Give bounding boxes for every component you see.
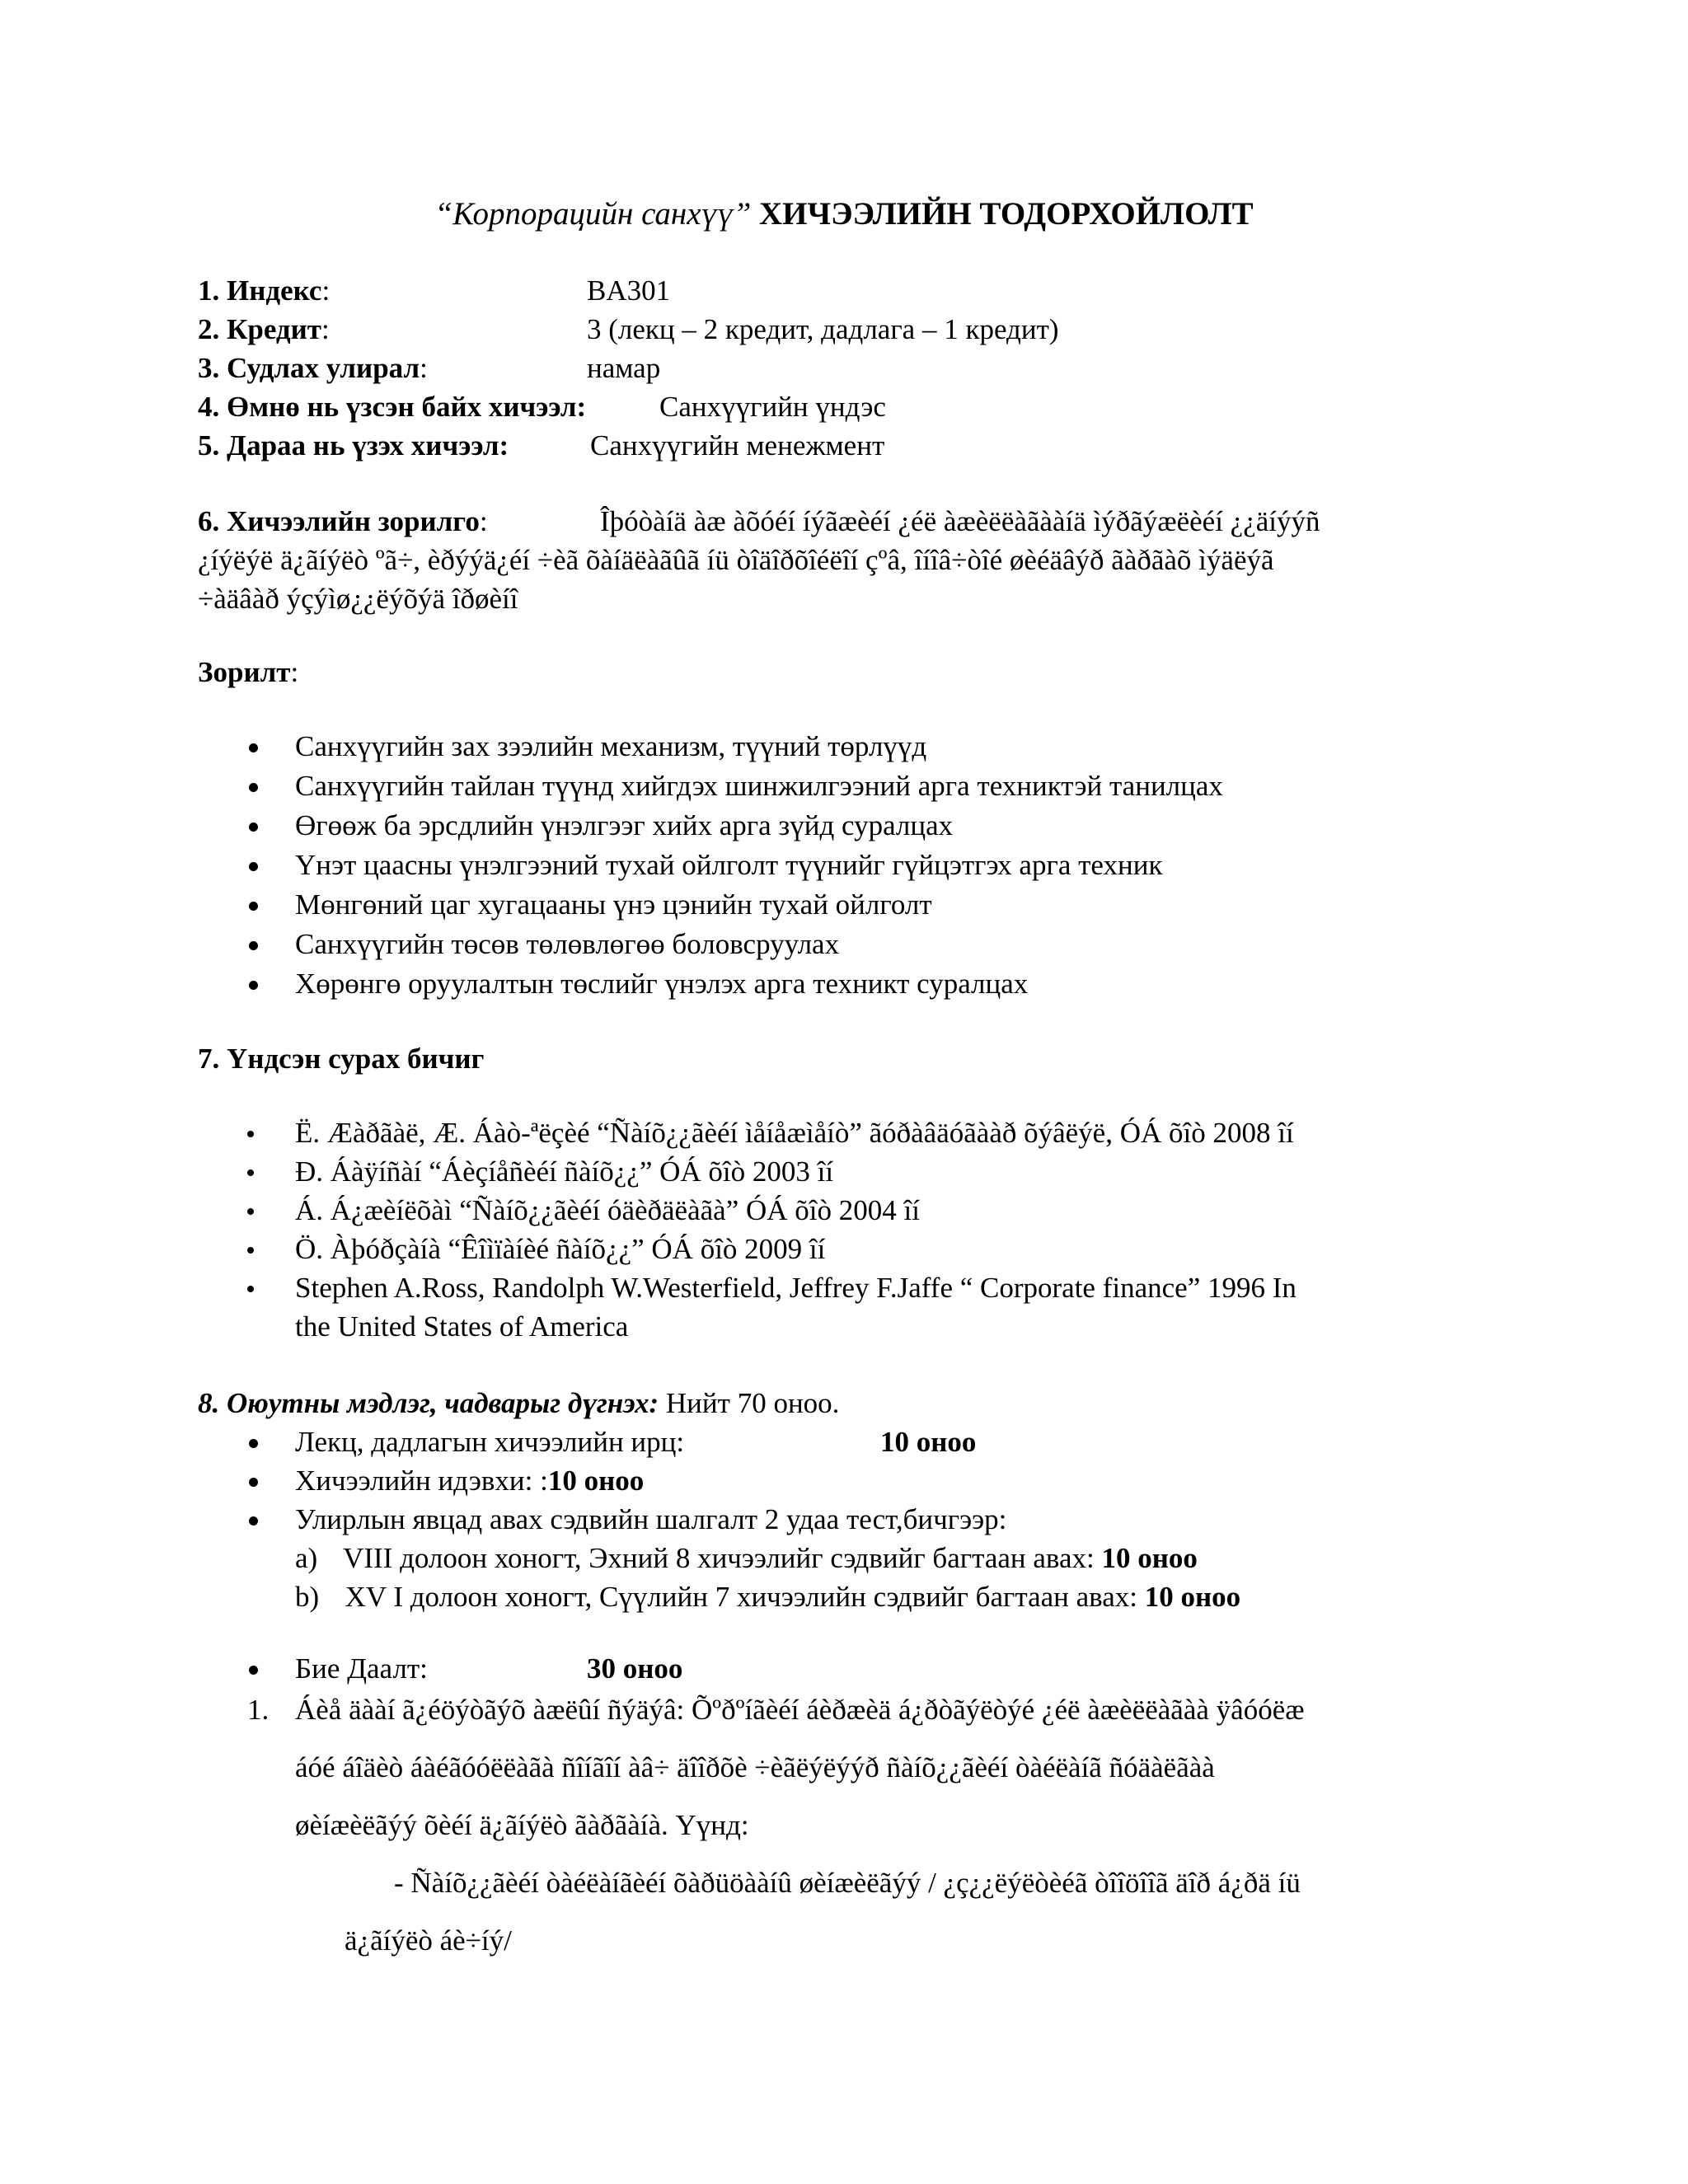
bullet-icon xyxy=(249,783,258,792)
objective-item: Үнэт цаасны үнэлгээний тухай ойлголт түүнийг гүйцэтгэх арга техник xyxy=(295,849,1162,882)
books-label: 7. Үндсэн сурах бичиг xyxy=(198,1043,485,1075)
bullet-icon xyxy=(249,862,258,871)
bullet-icon xyxy=(247,1208,254,1215)
goal-line-3: ÷àäâàð ýçýìø¿¿ëýõýä îðøèíî xyxy=(198,583,518,615)
assessment-item: Хичээлийн идэвхи: :10 оноо xyxy=(295,1465,644,1497)
info-credit-value: 3 (лекц – 2 кредит, дадлага – 1 кредит) xyxy=(587,313,1059,345)
info-next-course: 5. Дараа нь үзэх хичээл: xyxy=(198,429,509,462)
goal-label: 6. Хичээлийн зорилго: xyxy=(198,505,488,537)
document-heading: ХИЧЭЭЛИЙН ТОДОРХОЙЛОЛТ xyxy=(759,196,1254,232)
bullet-icon xyxy=(249,902,258,911)
task-line-5: ä¿ãíýëò áè÷íý/ xyxy=(345,1924,512,1957)
info-semester-value: намар xyxy=(587,352,661,384)
book-item: Ë. Æàðãàë, Æ. Áàò-ªëçèé “Ñàíõ¿¿ãèéí ìåíåæìåíò” ãóðàâäóãààð õýâëýë, ÓÁ õîò 2008 îí xyxy=(295,1117,1294,1150)
info-index: 1. Индекс: xyxy=(198,274,331,307)
objective-item: Хөрөнгө оруулалтын төслийг үнэлэх арга техникт суралцах xyxy=(295,968,1028,1001)
objective-item: Санхүүгийн төсөв төлөвлөгөө боловсруулах xyxy=(295,928,839,961)
independent-work: Бие Даалт: xyxy=(295,1652,428,1685)
bullet-icon xyxy=(249,1666,258,1675)
task-line-1: Áèå äààí ã¿éöýòãýõ àæëûí ñýäýâ: Õºðºíãèéí áèðæèä á¿ðòãýëòýé ¿éë àæèëëàãàà ÿâóóëæ xyxy=(295,1694,1305,1726)
task-line-4: - Ñàíõ¿¿ãèéí òàéëàíãèéí õàðüöààíû øèíæèëãýý / ¿ç¿¿ëýëòèéã òîîöîîã äîð á¿ðä íü xyxy=(394,1867,1301,1899)
info-credit: 2. Кредит: xyxy=(198,313,330,345)
book-item: Ð. Áàÿíñàí “Áèçíåñèéí ñàíõ¿¿” ÓÁ õîò 2003 îí xyxy=(295,1155,833,1188)
assessment-sub-item: b) XV I долоон хоногт, Сүүлийн 7 хичээлийн сэдвийг багтаан авах: 10 оноо xyxy=(295,1581,1241,1613)
bullet-icon xyxy=(247,1131,254,1137)
document-title xyxy=(0,196,1688,233)
book-item: Ö. Àþóðçàíà “Êîìïàíèé ñàíõ¿¿” ÓÁ õîò 2009 îí xyxy=(295,1233,825,1266)
task-line-3: øèíæèëãýý õèéí ä¿ãíýëò ãàðãàíà. Үүнд: xyxy=(295,1809,749,1841)
course-name: “Корпорацийн санхүү” xyxy=(434,196,752,232)
bullet-icon xyxy=(247,1247,254,1254)
goal-line-1: Îþóòàíä àæ àõóéí íýãæèéí ¿éë àæèëëàãààíä ìýðãýæëèéí ¿¿äíýýñ xyxy=(600,505,1320,537)
bullet-icon xyxy=(249,1439,258,1448)
info-index-value: BA301 xyxy=(587,274,671,307)
book-item: Stephen A.Ross, Randolph W.Westerfield, Jeffrey F.Jaffe “ Corporate finance” 1996 In xyxy=(295,1272,1296,1305)
bullet-icon xyxy=(249,1478,258,1487)
independent-work-score: 30 оноо xyxy=(587,1652,683,1685)
bullet-icon xyxy=(249,823,258,832)
info-next-course-value: Санхүүгийн менежмент xyxy=(590,429,885,462)
info-prerequisite: 4. Өмнө нь үзсэн байх хичээл: xyxy=(198,391,587,423)
bullet-icon xyxy=(249,981,258,990)
book-item: Á. Á¿æèíëõàì “Ñàíõ¿¿ãèéí óäèðäëàãà” ÓÁ õîò 2004 îí xyxy=(295,1194,920,1227)
info-semester: 3. Судлах улирал: xyxy=(198,352,428,384)
objective-item: Өгөөж ба эрсдлийн үнэлгээг хийх арга зүйд суралцах xyxy=(295,809,953,842)
bullet-icon xyxy=(249,941,258,950)
objectives-label: Зорилт: xyxy=(198,656,299,688)
bullet-icon xyxy=(247,1286,254,1292)
objective-item: Санхүүгийн зах зээлийн механизм, түүний төрлүүд xyxy=(295,730,926,763)
bullet-icon xyxy=(247,1169,254,1176)
info-prerequisite-value: Санхүүгийн үндэс xyxy=(659,391,886,423)
assessment-header: 8. Оюутны мэдлэг, чадварыг дүгнэх: Нийт 70 оноо. xyxy=(198,1387,840,1419)
objective-item: Санхүүгийн тайлан түүнд хийгдэх шинжилгээний арга техниктэй танилцах xyxy=(295,770,1223,803)
objective-item: Мөнгөний цаг хугацааны үнэ цэнийн тухай ойлголт xyxy=(295,888,932,921)
assessment-item: Лекц, дадлагын хичээлийн ирц: xyxy=(295,1426,684,1459)
goal-line-2: ¿íýëýë ä¿ãíýëò ºã÷, èðýýä¿éí ÷èã õàíäëàãûã íü òîäîðõîéëîí çºâ, îíîâ÷òîé øèéäâýð ãàðãàõ ìýäëýã xyxy=(198,544,1274,576)
bullet-icon xyxy=(249,743,258,752)
task-line-2: áóé áîäèò áàéãóóëëàãà ñîíãîí àâ÷ äîîðõè ÷èãëýëýýð ñàíõ¿¿ãèéí òàéëàíã ñóäàëãàà xyxy=(295,1751,1215,1783)
assessment-sub-item: a) VIII долоон хоногт, Эхний 8 хичээлийг сэдвийг багтаан авах: 10 оноо xyxy=(295,1542,1198,1574)
assessment-score: 10 оноо xyxy=(880,1426,977,1458)
task-number: 1. xyxy=(247,1694,270,1726)
bullet-icon xyxy=(249,1516,258,1526)
book-item-continuation: the United States of America xyxy=(295,1310,629,1343)
assessment-item: Улирлын явцад авах сэдвийн шалгалт 2 удаа тест,бичгээр: xyxy=(295,1503,1006,1536)
